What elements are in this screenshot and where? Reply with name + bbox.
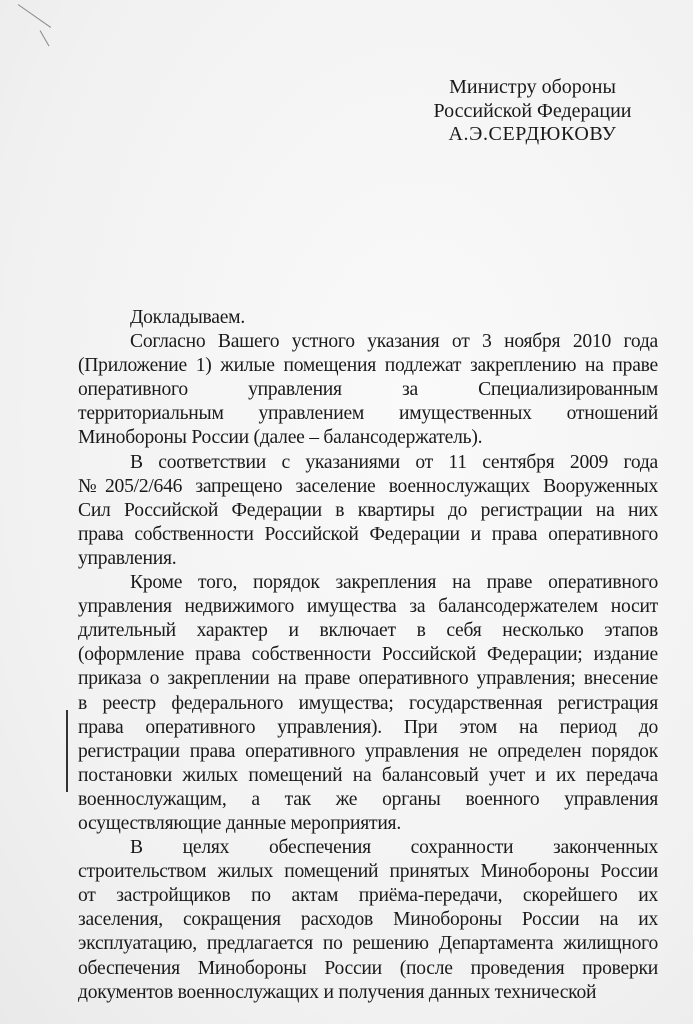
paragraph-line: В целях обеспечения сохранности законченных [130,837,658,859]
paragraph-line: осуществляющие данные мероприятия. [78,812,401,834]
addressee-line: Министру обороны [449,76,616,98]
paragraph-line: Сил Российской Федерации в квартиры до регистрации на них [78,499,658,521]
margin-mark [66,710,68,792]
paragraph-line: управления недвижимого имущества за балансодержателем носит [78,596,658,618]
letter-body [78,306,658,1005]
paragraph-line: постановки жилых помещений на балансовый учет и их передача [78,764,658,786]
paragraph-line: оперативного управления за Специализированным [78,379,658,401]
paragraph-line: приказа о закреплении на праве оперативного управления; внесение [78,668,658,690]
paragraph-line: эксплуатацию, предлагается по решению Департамента жилищного [78,933,658,955]
paragraph-line: в реестр федерального имущества; государственная регистрация [78,692,658,714]
paragraph-line: Кроме того, порядок закрепления на праве оперативного [130,572,658,594]
paragraph-line: (оформление права собственности Российской Федерации; издание [78,644,658,666]
paragraph-line: строительством жилых помещений принятых Минобороны России [78,861,658,883]
paragraph-line: (Приложение 1) жилые помещения подлежат закреплению на праве [78,355,658,377]
paragraph-line: от застройщиков по актам приёма-передачи, скорейшего их [78,885,658,907]
paragraph-line: права собственности Российской Федерации и права оперативного [78,523,658,545]
paragraph-line: военнослужащим, а так же органы военного управления [78,788,658,810]
paragraph-line: В соответствии с указаниями от 11 сентября 2009 года [130,451,658,473]
paragraph-line: права оперативного управления). При этом на период до [78,716,658,738]
paragraph-line: регистрации права оперативного управления не определен порядок [78,740,658,762]
addressee-line: Российской Федерации [433,99,632,122]
paragraph-line: заселения, сокращения расходов Минобороны России на их [78,909,658,931]
paragraph-line: Согласно Вашего устного указания от 3 ноября 2010 года [130,331,658,353]
paragraph-line: документов военнослужащих и получения данных технической [78,981,597,1003]
scan-mark [18,4,51,28]
addressee-block [400,76,665,147]
paragraph-line: длительный характер и включает в себя несколько этапов [78,620,658,642]
paragraph-line: управления. [78,547,177,569]
paragraph-line: территориальным управлением имущественных отношений [78,403,658,425]
paragraph-line: Минобороны России (далее – балансодержатель). [78,427,483,449]
paragraph-line: обеспечения Минобороны России (после проведения проверки [78,957,658,979]
greeting: Докладываем. [130,307,245,328]
paragraph-line: №205/2/646 запрещено заселение военнослужащих Вооруженных [78,475,658,497]
addressee-name: А.Э.СЕРДЮКОВУ [448,123,617,145]
scan-mark [40,30,50,46]
